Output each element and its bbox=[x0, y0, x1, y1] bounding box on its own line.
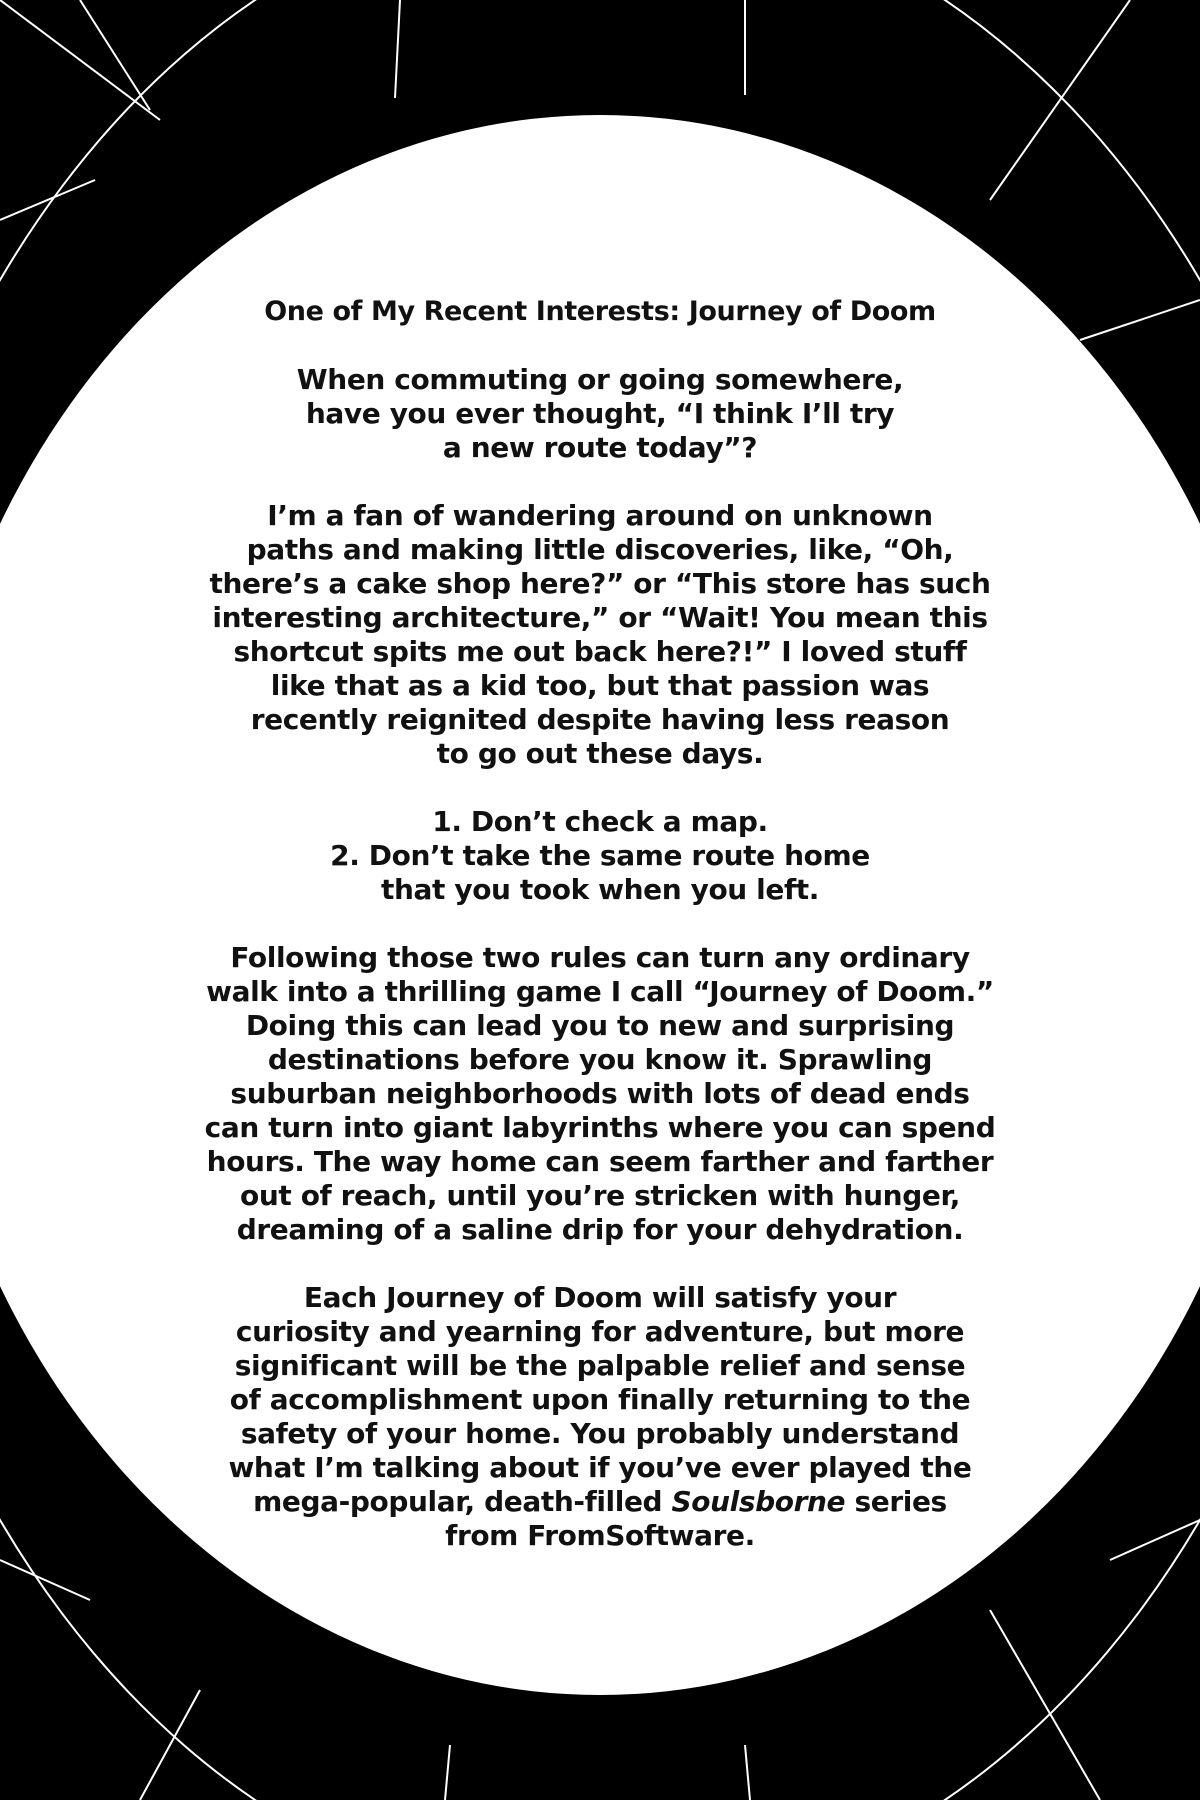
text-line: have you ever thought, “I think I’ll try bbox=[305, 397, 895, 430]
rules-list bbox=[170, 805, 1030, 907]
text-line: curiosity and yearning for adventure, but more bbox=[235, 1315, 965, 1348]
paragraph-5 bbox=[170, 1281, 1030, 1553]
text-line: I’m a fan of wandering around on unknown bbox=[267, 499, 933, 532]
text-line: like that as a kid too, but that passion was bbox=[270, 669, 930, 702]
text-line: hours. The way home can seem farther and farther bbox=[206, 1145, 994, 1178]
text-line: interesting architecture,” or “Wait! You mean this bbox=[212, 601, 988, 634]
text-line: significant will be the palpable relief and sense bbox=[234, 1349, 966, 1382]
rule-item: 2. Don’t take the same route home bbox=[330, 839, 870, 872]
text-line: When commuting or going somewhere, bbox=[296, 363, 904, 396]
text-line: what I’m talking about if you’ve ever played the bbox=[228, 1451, 972, 1484]
rule-item: that you took when you left. bbox=[381, 873, 819, 906]
text-line: paths and making little discoveries, like, “Oh, bbox=[246, 533, 954, 566]
text-line: safety of your home. You probably understand bbox=[240, 1417, 960, 1450]
paragraph-1 bbox=[170, 363, 1030, 465]
series-name-italic: Soulsborne bbox=[671, 1485, 846, 1518]
text-fragment: series bbox=[845, 1485, 947, 1518]
text-fragment: mega-popular, death-filled bbox=[253, 1485, 672, 1518]
text-line: of accomplishment upon finally returning to the bbox=[229, 1383, 971, 1416]
essay-text bbox=[170, 295, 1030, 1587]
rule-item: 1. Don’t check a map. bbox=[432, 805, 768, 838]
text-line: from FromSoftware. bbox=[445, 1519, 755, 1552]
text-line-with-italic bbox=[170, 1485, 1030, 1519]
text-line: recently reignited despite having less reason bbox=[250, 703, 950, 736]
text-line: Each Journey of Doom will satisfy your bbox=[303, 1281, 897, 1314]
text-line: dreaming of a saline drip for your dehydration. bbox=[236, 1213, 964, 1246]
text-line: Doing this can lead you to new and surprising bbox=[245, 1009, 955, 1042]
text-line: can turn into giant labyrinths where you can spend bbox=[204, 1111, 996, 1144]
paragraph-4 bbox=[170, 941, 1030, 1247]
text-line: Following those two rules can turn any ordinary bbox=[230, 941, 970, 974]
text-line: destinations before you know it. Sprawling bbox=[267, 1043, 933, 1076]
text-line: shortcut spits me out back here?!” I loved stuff bbox=[233, 635, 967, 668]
text-line: a new route today”? bbox=[442, 431, 758, 464]
text-line: to go out these days. bbox=[436, 737, 764, 770]
text-line: suburban neighborhoods with lots of dead ends bbox=[230, 1077, 970, 1110]
paragraph-2 bbox=[170, 499, 1030, 771]
text-line: walk into a thrilling game I call “Journey of Doom.” bbox=[206, 975, 994, 1008]
essay-title: One of My Recent Interests: Journey of Doom bbox=[264, 296, 936, 327]
text-line: out of reach, until you’re stricken with hunger, bbox=[240, 1179, 960, 1212]
text-line: there’s a cake shop here?” or “This store has such bbox=[209, 567, 991, 600]
